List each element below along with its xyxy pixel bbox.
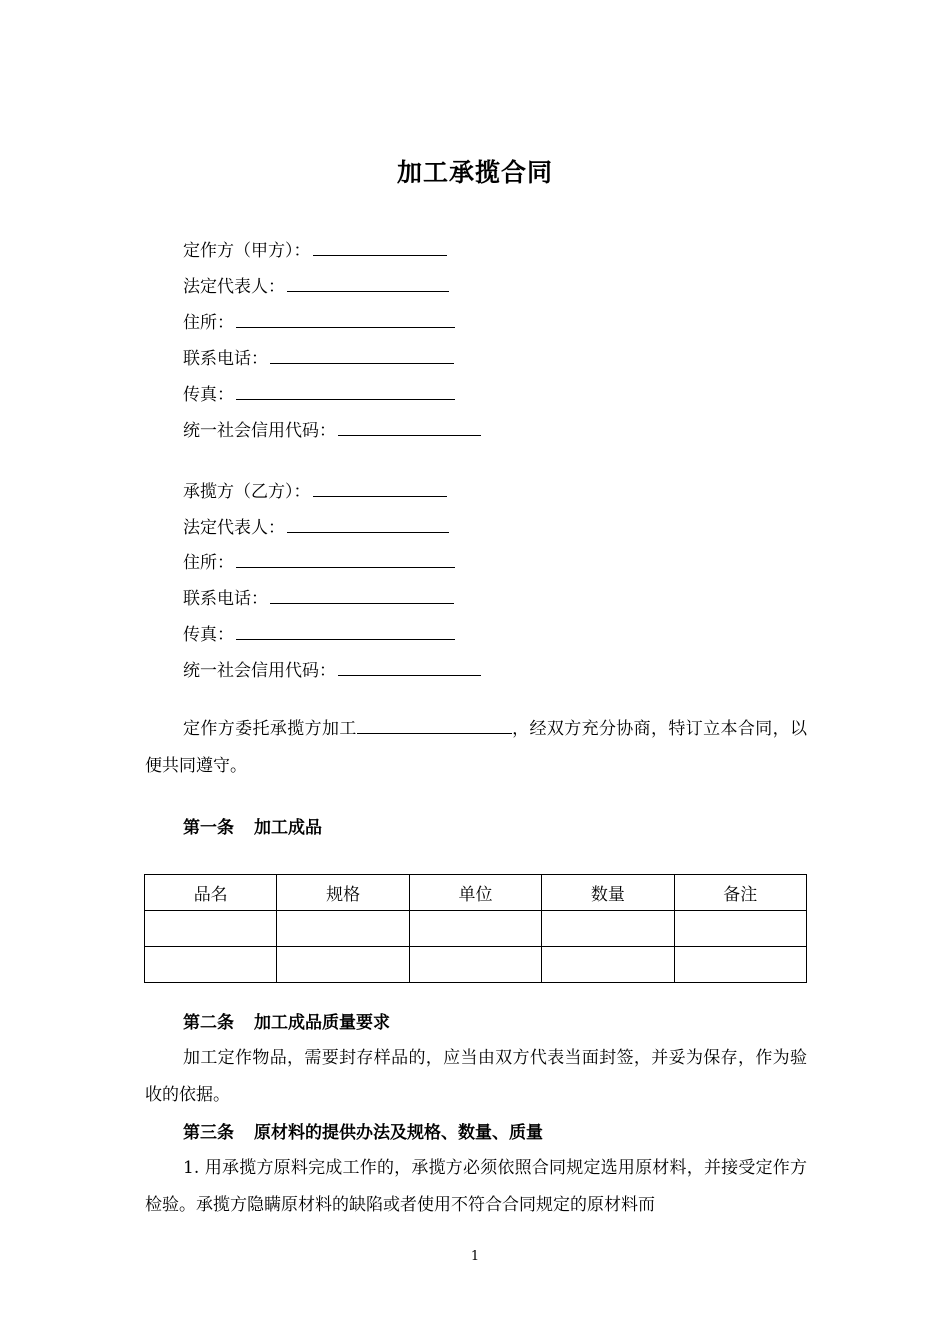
article3-number: 第三条 xyxy=(183,1123,234,1143)
party-b-legal-rep-blank xyxy=(287,514,449,533)
table-header-cell: 品名 xyxy=(145,875,277,911)
party-b-credit-code-blank xyxy=(338,657,481,676)
party-b-address-blank xyxy=(236,549,455,568)
article1-title: 加工成品 xyxy=(254,818,322,838)
party-b-phone-label: 联系电话： xyxy=(183,589,268,609)
products-table xyxy=(144,874,807,983)
table-cell xyxy=(542,947,674,983)
article2-number: 第二条 xyxy=(183,1013,234,1033)
party-b-heading-line xyxy=(183,478,447,504)
table-cell xyxy=(542,911,674,947)
party-b-fax-blank xyxy=(236,621,455,640)
table-row xyxy=(145,947,807,983)
table-cell xyxy=(145,947,277,983)
table-cell xyxy=(674,911,806,947)
table-cell xyxy=(674,947,806,983)
party-a-address-blank xyxy=(236,309,455,328)
article2-heading xyxy=(183,1010,390,1036)
party-b-credit-code-line xyxy=(183,657,481,683)
party-a-fax-line xyxy=(183,381,455,407)
intro-product-blank xyxy=(357,715,512,734)
table-header-cell: 单位 xyxy=(409,875,541,911)
table-cell xyxy=(277,947,409,983)
party-a-phone-label: 联系电话： xyxy=(183,349,268,369)
article3-title: 原材料的提供办法及规格、数量、质量 xyxy=(254,1123,543,1143)
article1-number: 第一条 xyxy=(183,818,234,838)
party-a-heading-line xyxy=(183,237,447,263)
party-b-phone-blank xyxy=(270,585,454,604)
party-b-name-blank xyxy=(313,478,447,497)
party-a-fax-blank xyxy=(236,381,455,400)
table-cell xyxy=(277,911,409,947)
article3-heading xyxy=(183,1120,543,1146)
party-a-fax-label: 传真： xyxy=(183,385,234,405)
party-b-legal-rep-label: 法定代表人： xyxy=(183,518,285,538)
table-header-cell: 数量 xyxy=(542,875,674,911)
party-a-phone-blank xyxy=(270,345,454,364)
party-a-legal-rep-blank xyxy=(287,273,449,292)
table-header-cell: 规格 xyxy=(277,875,409,911)
party-b-heading-label: 承揽方（乙方）： xyxy=(183,482,311,502)
article2-title: 加工成品质量要求 xyxy=(254,1013,390,1033)
intro-paragraph xyxy=(145,711,807,785)
party-a-credit-code-blank xyxy=(338,417,481,436)
party-a-address-line xyxy=(183,309,455,335)
party-a-legal-rep-line xyxy=(183,273,449,299)
party-b-legal-rep-line xyxy=(183,514,449,540)
party-b-phone-line xyxy=(183,585,454,611)
party-b-fax-label: 传真： xyxy=(183,625,234,645)
party-a-credit-code-label: 统一社会信用代码： xyxy=(183,421,336,441)
article1-heading xyxy=(183,815,322,841)
party-a-phone-line xyxy=(183,345,454,371)
table-cell xyxy=(409,947,541,983)
table-row xyxy=(145,911,807,947)
party-a-address-label: 住所： xyxy=(183,313,234,333)
party-b-credit-code-label: 统一社会信用代码： xyxy=(183,661,336,681)
party-a-heading-label: 定作方（甲方）： xyxy=(183,241,311,261)
document-title: 加工承揽合同 xyxy=(396,158,553,187)
party-b-address-line xyxy=(183,549,455,575)
table-cell xyxy=(145,911,277,947)
table-cell xyxy=(409,911,541,947)
page-number: 1 xyxy=(470,1249,480,1264)
article3-paragraph: 1. 用承揽方原料完成工作的，承揽方必须依照合同规定选用原材料，并接受定作方检验。承揽方隐瞒原材料的缺陷或者使用不符合合同规定的原材料而 xyxy=(145,1158,807,1215)
party-a-name-blank xyxy=(313,237,447,256)
party-b-address-label: 住所： xyxy=(183,553,234,573)
party-a-credit-code-line xyxy=(183,417,481,443)
article2-paragraph: 加工定作物品，需要封存样品的，应当由双方代表当面封签，并妥为保存，作为验收的依据。 xyxy=(145,1048,807,1105)
party-a-legal-rep-label: 法定代表人： xyxy=(183,277,285,297)
table-header-cell: 备注 xyxy=(674,875,806,911)
intro-text-before: 定作方委托承揽方加工 xyxy=(183,719,357,739)
party-b-fax-line xyxy=(183,621,455,647)
intro-text-after: ，经双方充分协商，特订立本合同，以便共同遵守。 xyxy=(145,719,808,776)
table-header-row xyxy=(145,875,807,911)
